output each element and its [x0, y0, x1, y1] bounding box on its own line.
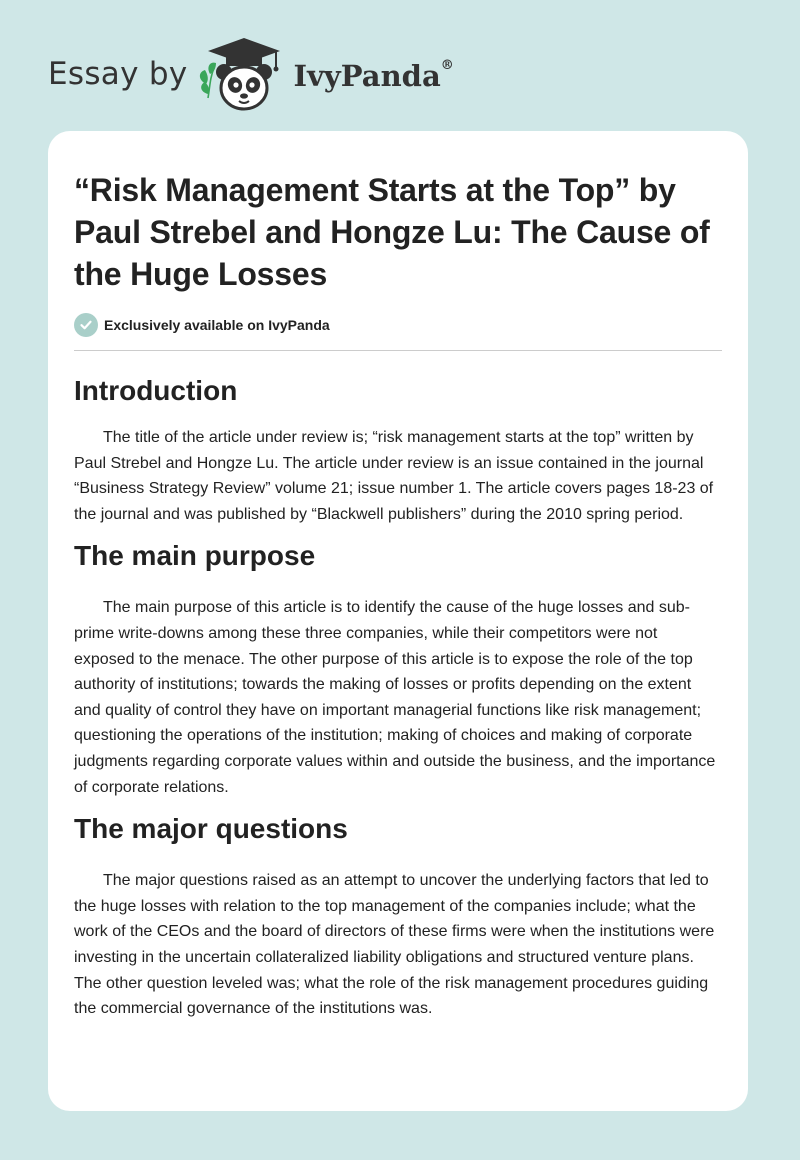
section-heading-main-purpose: The main purpose: [74, 540, 316, 572]
section-heading-introduction: Introduction: [74, 375, 238, 406]
check-circle-icon: [74, 313, 98, 337]
brand-prefix: Essay by: [48, 56, 188, 92]
article-card: [48, 131, 748, 1111]
section-body-major-questions: The major questions raised as an attempt to uncover the underlying factors that led to the huge losses with relation to the top management of the companies include; what the work of the CEOs and the board of directors of these firms were when the institutions were investing in the uncertain collateralized liability obligations and structured venture plans. The other question leveled was; what the role of the risk management procedures guiding the commercial governance of the institutions was.: [74, 872, 715, 1018]
badge-label: Exclusively available on IvyPanda: [104, 317, 330, 333]
section-body-introduction: The title of the article under review is; “risk management starts at the top” written by Paul Strebel and Hongze Lu. The article under review is an issue contained in the journal “Business Strategy Review” volume 21; issue number 1. The article covers pages 18-23 of the journal and was published by “Blackwell publishers” during the 2010 spring period.: [74, 429, 714, 523]
section-heading-major-questions: The major questions: [74, 813, 348, 845]
article-title: “Risk Management Starts at the Top” by Paul Strebel and Hongze Lu: The Cause of the Huge Losses: [74, 172, 710, 292]
divider: [74, 350, 722, 351]
exclusive-badge: [74, 313, 722, 337]
brand-logo[interactable]: [48, 34, 454, 114]
brand-name: IvyPanda®: [293, 58, 454, 93]
section-body-main-purpose: The main purpose of this article is to identify the cause of the huge losses and sub-prime write-downs among these three companies, while their competitors were not exposed to the menace. The other purpose of this article is to expose the role of the top authority of institutions; towards the making of losses or profits depending on the extent and quality of control they have on important managerial functions like risk management; questioning the operations of the institution; making of choices and making of corporate judgments regarding corporate values within and outside the business, and the importance of corporate relations.: [74, 599, 716, 796]
panda-graduation-cap-icon: [196, 34, 294, 114]
